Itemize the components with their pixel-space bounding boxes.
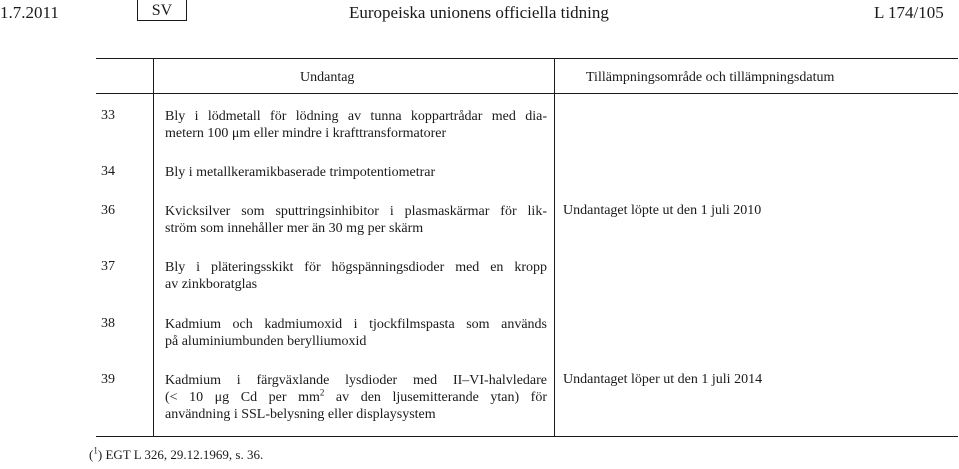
- row-number: 34: [101, 164, 115, 179]
- row-number: 33: [101, 108, 115, 123]
- row-number: 39: [101, 372, 115, 387]
- exemption-line: metern 100 μm eller mindre i krafttransformatorer: [165, 126, 447, 141]
- table-bottom-rule: [96, 436, 958, 437]
- exemption-line: på aluminiumbunden berylliumoxid: [165, 334, 367, 349]
- superscript: 2: [319, 387, 325, 398]
- language-badge: [137, 0, 187, 21]
- footnote-marker: 1: [93, 445, 98, 456]
- exemption-text: [165, 316, 547, 350]
- exemption-text: [165, 203, 547, 237]
- table-header-rule: [96, 93, 958, 94]
- exemption-line: av zinkboratglas: [165, 277, 258, 292]
- exemption-line-part: av den ljusemitterande ytan) för: [324, 390, 548, 405]
- scope-text: Undantaget löper ut den 1 juli 2014: [563, 372, 763, 387]
- exemption-line: Bly i lödmetall för lödning av tunna koppartrådar med dia-: [165, 109, 547, 124]
- header-date: 1.7.2011: [0, 3, 59, 22]
- exemption-line: Kadmium och kadmiumoxid i tjockfilmspasta som används: [165, 317, 547, 332]
- language-code: SV: [151, 2, 173, 19]
- exemption-text: [165, 259, 547, 293]
- exemption-line: användning i SSL-belysning eller displaysystem: [165, 407, 436, 422]
- exemption-line: ström som innehåller mer än 30 mg per skärm: [165, 221, 424, 236]
- row-number: 36: [101, 203, 115, 218]
- column-header-scope: Tillämpningsområde och tillämpningsdatum: [586, 70, 835, 85]
- exemption-line: [165, 389, 547, 406]
- column-divider-1: [153, 58, 154, 436]
- column-divider-2: [554, 58, 555, 436]
- footnote: ($^1$) EGT L 326, 29.12.1969, s. 36.: [89, 445, 264, 462]
- footnote-text: EGT L 326, 29.12.1969, s. 36.: [105, 447, 264, 462]
- column-header-exemption: Undantag: [300, 70, 355, 85]
- row-number: 38: [101, 316, 115, 331]
- exemption-line: Kvicksilver som sputtringsinhibitor i plasmaskärmar för lik-: [165, 204, 547, 219]
- row-number: 37: [101, 259, 115, 274]
- exemption-line: Bly i pläteringsskikt för högspänningsdioder med en kropp: [165, 260, 547, 275]
- exemption-text: [165, 372, 547, 423]
- exemption-line: Bly i metallkeramikbaserade trimpotentiometrar: [165, 165, 436, 180]
- exemption-line-part: (< 10 μg Cd per mm: [165, 390, 320, 405]
- page-reference: L 174/105: [874, 3, 944, 22]
- table-top-rule: [96, 58, 958, 59]
- exemption-line: Kadmium i färgväxlande lysdioder med II–VI-halvledare: [165, 373, 547, 388]
- journal-title: Europeiska unionens officiella tidning: [349, 3, 609, 22]
- exemption-text: [165, 164, 547, 181]
- exemption-text: [165, 108, 547, 142]
- scope-text: Undantaget löpte ut den 1 juli 2010: [563, 203, 762, 218]
